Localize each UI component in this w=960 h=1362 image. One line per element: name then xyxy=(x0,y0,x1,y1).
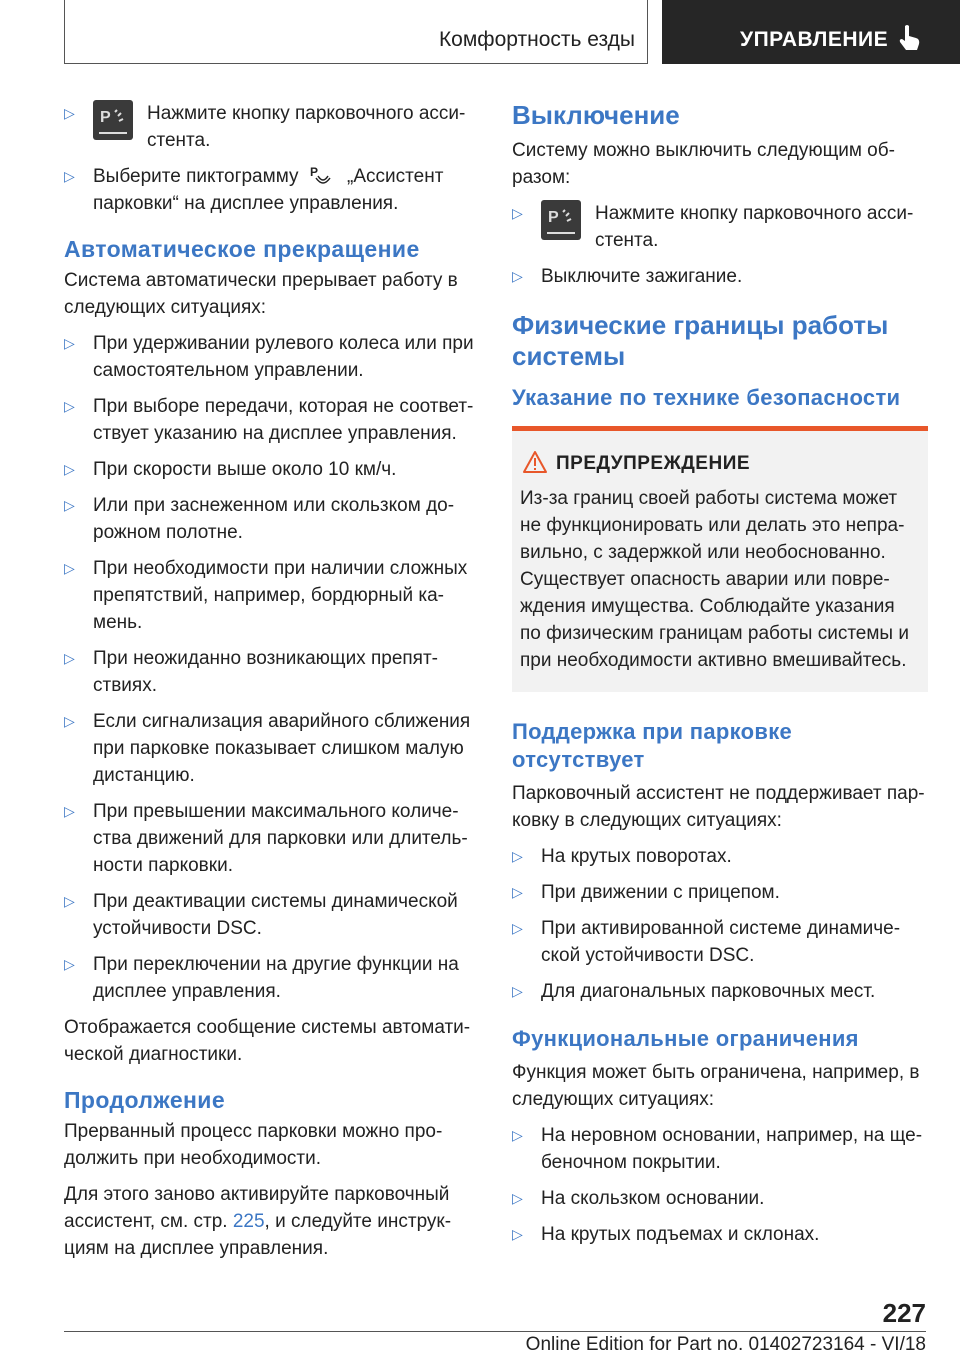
list-item: ▷ При удерживании рулевого колеса или при самостоятельном управлении. xyxy=(64,330,478,384)
warning-text: Из-за границ своей работы система может не функционировать или делать это непра-вильно, с задержкой или необоснованно. Существует опасность аварии или повре-ждения имущества. Соблюдайте указания по физическим границам работы системы и при необходимости активно вмешивайтесь. xyxy=(520,488,909,671)
bullet-triangle-icon: ▷ xyxy=(512,205,523,221)
list-item: ▷ При переключении на другие функции на дисплее управления. xyxy=(64,951,478,1005)
list-item: ▷ При движении с прицепом. xyxy=(512,879,928,906)
bullet-triangle-icon: ▷ xyxy=(64,168,75,184)
header-chapter-box xyxy=(64,0,648,64)
continue-p1: Прерванный процесс парковки можно про-должить при необходимости. xyxy=(64,1121,443,1169)
bullet-triangle-icon: ▷ xyxy=(64,560,75,576)
warning-box xyxy=(512,426,928,692)
auto-intro: Система автоматически прерывает работу в следующих ситуациях: xyxy=(64,270,458,318)
auto-outro: Отображается сообщение системы автомати-ческой диагностики. xyxy=(64,1017,471,1065)
list-item: ▷ P Нажмите кнопку парковочного асси-стента. xyxy=(64,100,478,154)
parking-assist-button-icon xyxy=(93,100,133,140)
list-item: ▷ P Нажмите кнопку парковочного асси-стента. xyxy=(512,200,928,254)
parking-assist-pictogram-icon xyxy=(310,164,336,186)
bullet-triangle-icon: ▷ xyxy=(64,956,75,972)
bullet-triangle-icon: ▷ xyxy=(64,650,75,666)
heading-no-support: Поддержка при парковке отсутствует xyxy=(512,719,793,772)
bullet-triangle-icon: ▷ xyxy=(512,884,523,900)
continue-p2: Для этого заново активируйте парковочный ассистент, см. стр. 225, и следуйте инструк-циям на дисплее управления. xyxy=(64,1184,452,1259)
heading-physical-limits: Физические границы работы системы xyxy=(512,310,889,371)
bullet-triangle-icon: ▷ xyxy=(512,920,523,936)
list-item: ▷ При превышении максимального количе-ства движений для парковки или длитель-ности парковки. xyxy=(64,798,478,879)
bullet-triangle-icon: ▷ xyxy=(512,1226,523,1242)
header-section-box xyxy=(662,0,960,64)
heading-auto-stop: Автоматическое прекращение xyxy=(64,236,420,262)
bullet-triangle-icon: ▷ xyxy=(64,497,75,513)
list-item: ▷ На неровном основании, например, на ще-беночном покрытии. xyxy=(512,1122,928,1176)
bullet-triangle-icon: ▷ xyxy=(512,983,523,999)
list-item: ▷ При деактивации системы динамической устойчивости DSC. xyxy=(64,888,478,942)
footer-divider xyxy=(64,1331,926,1332)
list-item: ▷ Для диагональных парковочных мест. xyxy=(512,978,928,1005)
heading-switch-off: Выключение xyxy=(512,100,680,130)
list-item: ▷ Выключите зажигание. xyxy=(512,263,928,290)
bullet-triangle-icon: ▷ xyxy=(64,461,75,477)
bullet-triangle-icon: ▷ xyxy=(64,398,75,414)
page-number: 227 xyxy=(882,1298,926,1328)
svg-text:P: P xyxy=(309,165,318,179)
heading-safety: Указание по технике безопасности xyxy=(512,385,901,410)
page-link-225[interactable]: 225 xyxy=(232,1211,265,1232)
warning-title: ПРЕДУПРЕЖДЕНИЕ xyxy=(556,453,920,475)
list-item: ▷ При выборе передачи, которая не соответ-ствует указанию на дисплее управления. xyxy=(64,393,478,447)
list-item: ▷ При активированной системе динамиче-ской устойчивости DSC. xyxy=(512,915,928,969)
list-item: ▷ Выберите пиктограмму P „Ассистент парковки“ на дисплее управления. xyxy=(64,165,444,214)
svg-text:P: P xyxy=(100,109,111,126)
svg-text:P: P xyxy=(548,209,559,226)
list-item: ▷ При необходимости при наличии сложных препятствий, например, бордюрный ка-мень. xyxy=(64,555,478,636)
left-column xyxy=(64,100,478,1271)
warning-triangle-icon xyxy=(522,450,548,474)
list-item: ▷ На крутых поворотах. xyxy=(512,843,928,870)
right-column xyxy=(512,100,928,1257)
bullet-triangle-icon: ▷ xyxy=(64,105,75,121)
list-item: ▷ На скользком основании. xyxy=(512,1185,928,1212)
list-item: ▷ При скорости выше около 10 км/ч. xyxy=(64,456,478,483)
bullet-triangle-icon: ▷ xyxy=(64,803,75,819)
list-item: ▷ На крутых подъемах и склонах. xyxy=(512,1221,928,1248)
no-support-intro: Парковочный ассистент не поддерживает пар-ковку в следующих ситуациях: xyxy=(512,783,925,831)
list-item: ▷ Если сигнализация аварийного сближения при парковке показывает слишком малую дистанцию. xyxy=(64,708,478,789)
switch-off-intro: Систему можно выключить следующим об-разом: xyxy=(512,140,895,188)
heading-func-limits: Функциональные ограничения xyxy=(512,1026,859,1051)
list-item: ▷ Или при заснеженном или скользком до-рожном полотне. xyxy=(64,492,478,546)
no-support-list xyxy=(512,843,928,1005)
hand-pointer-icon xyxy=(896,24,922,52)
auto-stop-list xyxy=(64,330,478,1005)
bullet-triangle-icon: ▷ xyxy=(512,268,523,284)
header-section: УПРАВЛЕНИЕ xyxy=(740,28,889,51)
footer-edition: Online Edition for Part no. 01402723164 - VI/18 xyxy=(525,1334,926,1355)
bullet-triangle-icon: ▷ xyxy=(512,848,523,864)
bullet-triangle-icon: ▷ xyxy=(64,713,75,729)
bullet-triangle-icon: ▷ xyxy=(512,1190,523,1206)
bullet-triangle-icon: ▷ xyxy=(64,893,75,909)
bullet-triangle-icon: ▷ xyxy=(64,335,75,351)
parking-assist-button-icon xyxy=(541,200,581,240)
func-limits-list xyxy=(512,1122,928,1248)
bullet-triangle-icon: ▷ xyxy=(512,1127,523,1143)
func-intro: Функция может быть ограничена, например, в следующих ситуациях: xyxy=(512,1062,920,1110)
list-item: ▷ При неожиданно возникающих препят-ствиях. xyxy=(64,645,478,699)
header-chapter: Комфортность езды xyxy=(438,28,635,51)
heading-continue: Продолжение xyxy=(64,1087,226,1113)
